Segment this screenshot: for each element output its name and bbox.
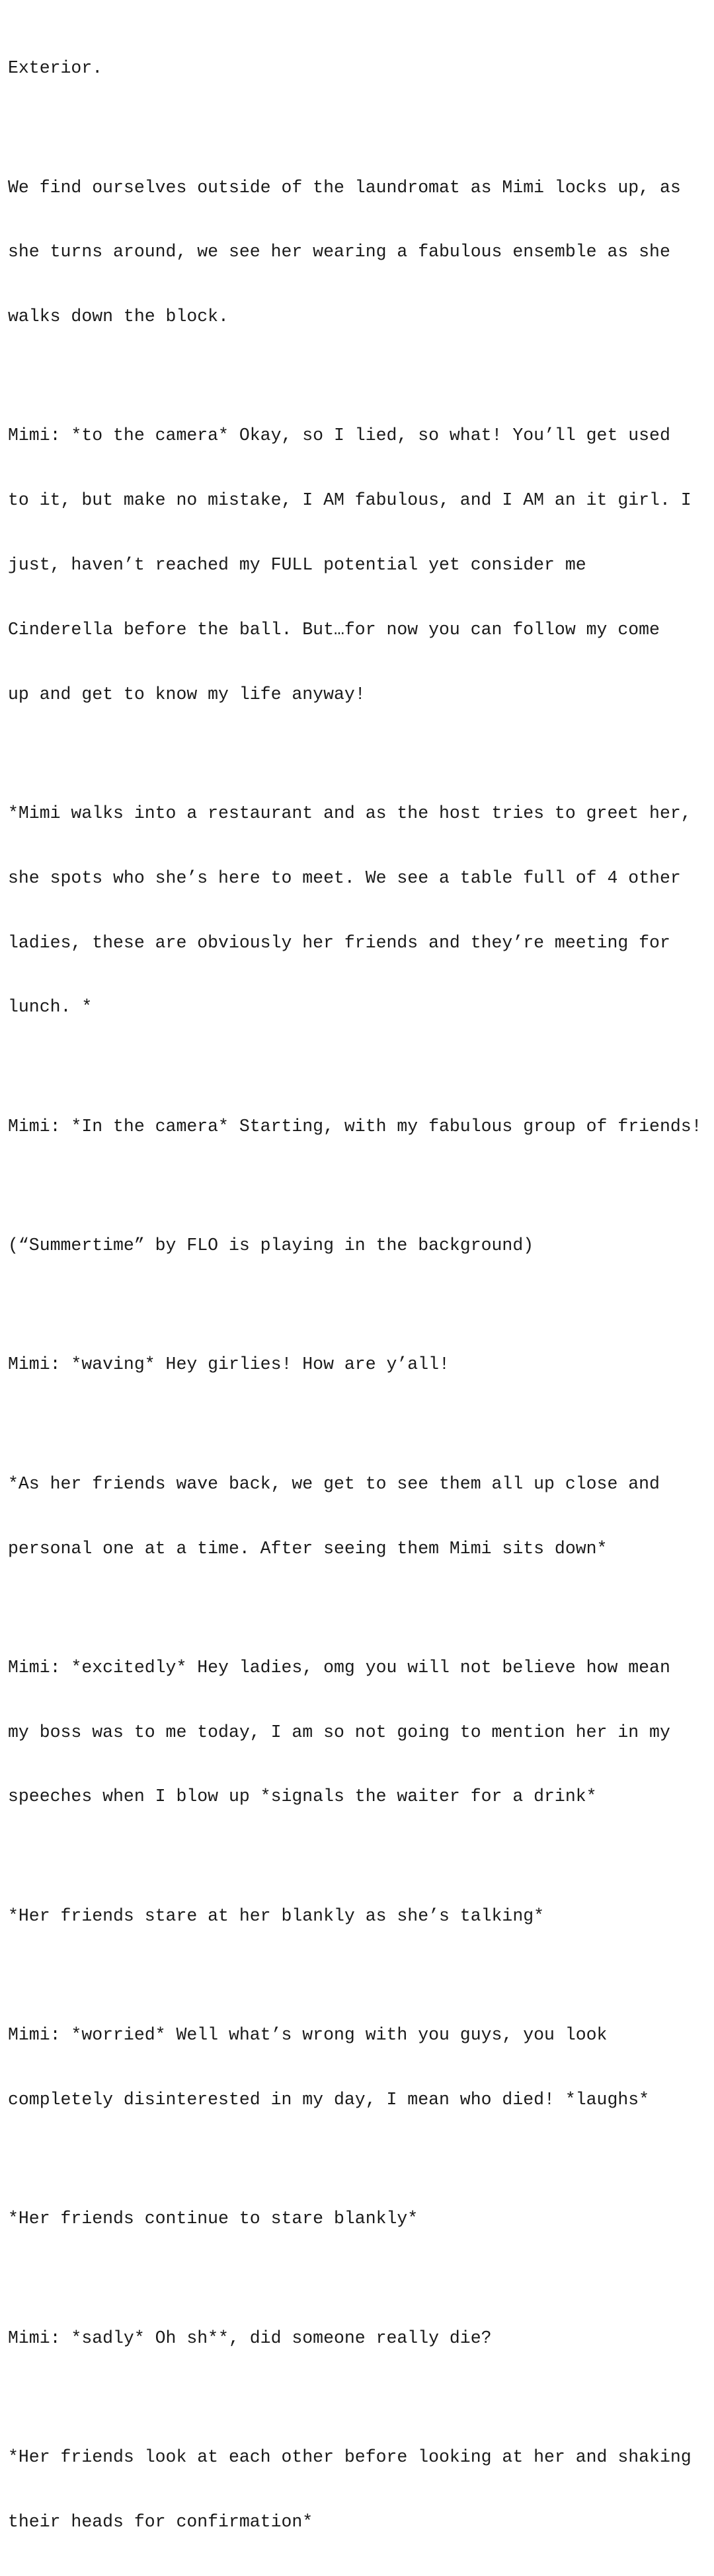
- action-paragraph: [8, 2404, 714, 2576]
- text-line: completely disinterested in my day, I mean who died! *laughs*: [8, 2089, 650, 2110]
- text-line: she spots who she’s here to meet. We see a table full of 4 other: [8, 867, 681, 888]
- text-line: Cinderella before the ball. But…for now you can follow my come: [8, 619, 660, 640]
- text-line: she turns around, we see her wearing a fabulous ensemble as she: [8, 242, 670, 262]
- text-line: Mimi: *worried* Well what’s wrong with you guys, you look: [8, 2025, 608, 2045]
- dialogue-paragraph: [8, 1311, 714, 1418]
- action-paragraph: [8, 1430, 714, 1603]
- dialogue-paragraph: [8, 382, 714, 748]
- text-line: We find ourselves outside of the laundromat as Mimi locks up, as: [8, 177, 681, 198]
- text-line: ladies, these are obviously her friends and they’re meeting for: [8, 932, 670, 953]
- text-line: my boss was to me today, I am so not going to mention her in my: [8, 1722, 670, 1742]
- text-line: Mimi: *waving* Hey girlies! How are y’all!: [8, 1354, 450, 1375]
- action-paragraph: [8, 760, 714, 1061]
- music-note-paragraph: [8, 1192, 714, 1300]
- text-line: personal one at a time. After seeing them Mimi sits down*: [8, 1538, 608, 1559]
- text-line: Mimi: *excitedly* Hey ladies, omg you will not believe how mean: [8, 1657, 670, 1677]
- text-line: to it, but make no mistake, I AM fabulous, and I AM an it girl. I: [8, 490, 692, 511]
- text-line: their heads for confirmation*: [8, 2511, 313, 2532]
- dialogue-paragraph: [8, 2284, 714, 2392]
- text-line: *Her friends stare at her blankly as she’s talking*: [8, 1905, 545, 1926]
- dialogue-paragraph: [8, 1072, 714, 1180]
- scene-heading: [8, 15, 714, 122]
- text-line: Mimi: *In the camera* Starting, with my fabulous group of friends!: [8, 1116, 702, 1136]
- text-line: just, haven’t reached my FULL potential yet consider me: [8, 555, 586, 575]
- text-line: up and get to know my life anyway!: [8, 684, 366, 704]
- text-line: speeches when I blow up *signals the waiter for a drink*: [8, 1786, 597, 1807]
- text-line: Mimi: *to the camera* Okay, so I lied, so what! You’ll get used: [8, 425, 670, 446]
- text-line: walks down the block.: [8, 307, 229, 327]
- text-line: (“Summertime” by FLO is playing in the background): [8, 1235, 534, 1256]
- action-paragraph: [8, 133, 714, 371]
- dialogue-paragraph: [8, 1614, 714, 1851]
- text-line: *Mimi walks into a restaurant and as the host tries to greet her,: [8, 803, 692, 823]
- text-line: *Her friends continue to stare blankly*: [8, 2209, 418, 2229]
- dialogue-paragraph: [8, 1981, 714, 2154]
- action-paragraph: [8, 1862, 714, 1970]
- text-line: lunch. *: [8, 997, 93, 1017]
- text-line: Exterior.: [8, 58, 103, 79]
- text-line: *As her friends wave back, we get to see them all up close and: [8, 1473, 660, 1494]
- text-line: *Her friends look at each other before looking at her and shaking: [8, 2447, 692, 2468]
- action-paragraph: [8, 2165, 714, 2273]
- text-line: Mimi: *sadly* Oh sh**, did someone really die?: [8, 2328, 492, 2348]
